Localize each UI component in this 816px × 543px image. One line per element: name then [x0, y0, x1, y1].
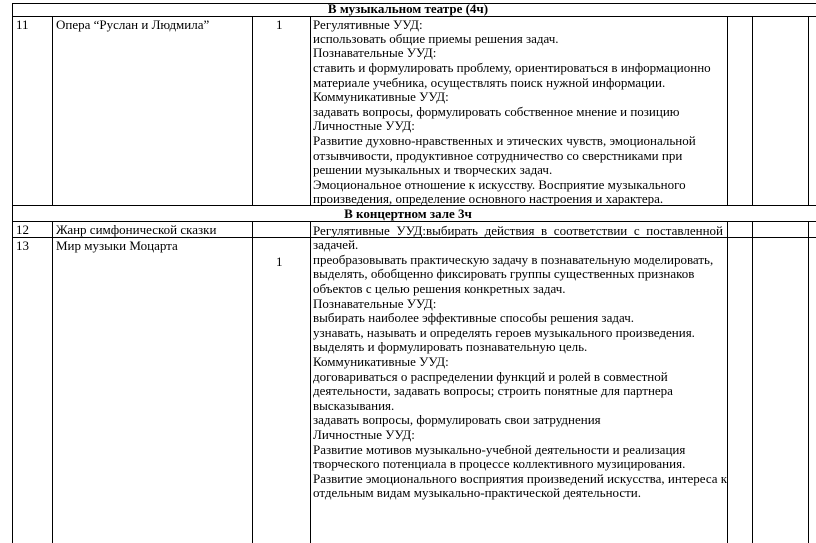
lesson-number: 13: [16, 238, 29, 253]
competency-line: Личностные УУД:: [313, 118, 415, 133]
table-rule: [808, 16, 809, 205]
competency-line: деятельности, задавать вопросы; строить понятные для партнера: [313, 383, 673, 398]
table-rule: [310, 221, 311, 543]
competency-line: отзывчивости, продуктивное сотрудничество со сверстниками при: [313, 148, 683, 163]
table-rule: [752, 221, 753, 543]
competency-line: отдельным видам музыкально-практической деятельности.: [313, 485, 642, 500]
competency-line: Личностные УУД:: [313, 427, 415, 442]
competency-line: договариваться о распределении функций и ролей в совместной: [313, 369, 668, 384]
competency-line: задачей.: [313, 237, 359, 252]
competency-line: Эмоциональное отношение к искусству. Восприятие музыкального: [313, 177, 686, 192]
table-rule: [727, 16, 728, 205]
table-rule: [752, 16, 753, 205]
competency-line: Познавательные УУД:: [313, 296, 437, 311]
section-title: В концертном зале 3ч: [344, 206, 472, 221]
competency-line: Развитие духовно-нравственных и этических чувств, эмоциональной: [313, 133, 696, 148]
table-rule: [727, 221, 728, 543]
table-rule: [12, 3, 13, 543]
table-rule: [808, 221, 809, 543]
competency-line: Развитие мотивов музыкально-учебной деятельности и реализация: [313, 442, 686, 457]
table-rule: [52, 16, 53, 205]
competency-line: решении музыкальных и творческих задач.: [313, 162, 553, 177]
competency-line: высказывания.: [313, 398, 395, 413]
competency-line: выделять и формулировать познавательную цель.: [313, 339, 588, 354]
competency-line: ставить и формулировать проблему, ориентироваться в информационно: [313, 60, 711, 75]
competency-line: задавать вопросы, формулировать собственное мнение и позицию: [313, 104, 680, 119]
table-rule: [310, 16, 311, 205]
competency-line: Регулятивные УУД:выбирать действия в соответствии с поставленной: [313, 223, 723, 238]
competency-line: творческого потенциала в процессе коллективного музицирования.: [313, 456, 686, 471]
competency-line: выбирать наиболее эффективные способы решения задач.: [313, 310, 634, 325]
competency-line: произведения, определение основного настроения и характера.: [313, 191, 664, 206]
competency-line: Коммуникативные УУД:: [313, 89, 449, 104]
lesson-topic: Опера “Руслан и Людмила”: [56, 17, 210, 32]
competency-line: узнавать, называть и определять героев музыкального произведения.: [313, 325, 695, 340]
lesson-number: 11: [16, 17, 29, 32]
lesson-hours: 1: [276, 254, 283, 269]
lesson-topic: Мир музыки Моцарта: [56, 238, 178, 253]
competency-line: Коммуникативные УУД:: [313, 354, 449, 369]
table-rule: [252, 16, 253, 205]
competency-line: материале учебника, осуществлять поиск нужной информации.: [313, 75, 666, 90]
competency-line: Познавательные УУД:: [313, 45, 437, 60]
table-rule: [52, 221, 53, 543]
competency-line: использовать общие приемы решения задач.: [313, 31, 559, 46]
competency-line: Развитие эмоционального восприятия произведений искусства, интереса к: [313, 471, 728, 486]
competency-line: преобразовывать практическую задачу в познавательную моделировать,: [313, 252, 714, 267]
table-rule: [252, 221, 253, 543]
competency-line: задавать вопросы, формулировать свои затруднения: [313, 412, 601, 427]
section-title: В музыкальном театре (4ч): [327, 1, 489, 16]
lesson-hours: 1: [276, 17, 283, 32]
competency-line: Регулятивные УУД:: [313, 17, 423, 32]
competency-line: объектов с целью решения конкретных задач.: [313, 281, 566, 296]
lesson-topic: Жанр симфонической сказки: [56, 222, 217, 237]
competency-line: выделять, обобщенно фиксировать группы существенных признаков: [313, 266, 695, 281]
lesson-number: 12: [16, 222, 29, 237]
